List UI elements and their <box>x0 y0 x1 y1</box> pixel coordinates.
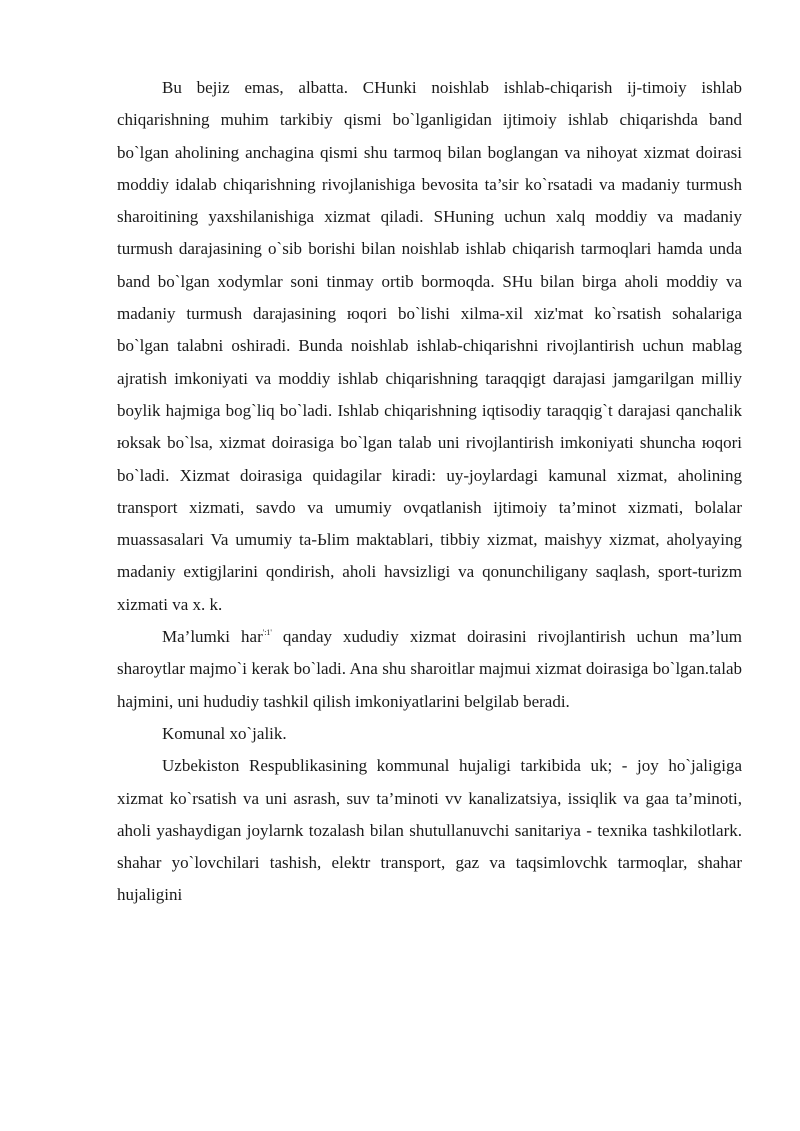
paragraph-service-sector-intro: Bu bejiz emas, albatta. CHunki noishlab ishlab-chiqarish ij-timoiy ishlab chiqarishning muhim tarkibiy qismi bo`lganligidan ijtimoiy ishlab chiqarishda band bo`lgan aholining anchagina qismi shu tarmoq bilan boglangan va nihoyat xizmat doirasi moddiy idalab chiqarishning rivojlanishiga bevosita ta’sir ko`rsatadi va madaniy turmush sharoitining yaxshilanishiga xizmat qiladi. SHuning uchun xalq moddiy va madaniy turmush darajasining o`sib borishi bilan noishlab ishlab chiqarish tarmoqlari hamda unda band bo`lgan xodymlar soni tinmay ortib bormoqda. SHu bilan birga aholi moddiy va madaniy turmush darajasining юqori bo`lishi xilma-xil xiz'mat ko`rsatish sohalariga bo`lgan talabni oshiradi. Bunda noishlab ishlab-chiqarishni rivojlantirish uchun mablag ajratish imkoniyati va moddiy ishlab chiqarishning taraqqigt darajasi jamgarilgan milliy boylik hajmiga bog`liq bo`ladi. Ishlab chiqarishning iqtisodiy taraqqig`t darajasi qanchalik юksak bo`lsa, xizmat doirasiga bo`lgan talab uni rivojlantirish imkoniyati shuncha юqori bo`ladi. Xizmat doirasiga quidagilar kiradi: uy-joylardagi kamunal xizmat, aholining transport xizmati, savdo va umumiy ovqatlanish ijtimoiy ta’minot xizmati, bolalar muassasalari Va umumiy ta-Ьlim maktablari, tibbiy xizmat, maishyy xizmat, aholyaying madaniy extigjlarini qondirish, aholi havsizligi va qonunchiligany saqlash, sport-turizm xizmati va x. k. <box>117 78 742 614</box>
footnote-reference: ':1' <box>262 628 272 638</box>
paragraph-communal-structure: Uzbekiston Respublikasining kommunal hujaligi tarkibida uk; - joy ho`jaligiga xizmat ko`rsatish va uni asrash, suv ta’minoti vv kanalizatsiya, issiqlik va gaa ta’minoti, aholi yashaydigan joylarnk tozalash bilan shutullanuvchi sanitariya - texnika tashkilotlark. shahar yo`lovchilari tashish, elektr transport, gaz va taqsimlovchk tarmoqlar, shahar hujaligini <box>117 756 742 905</box>
paragraph-conditions <box>117 621 742 718</box>
paragraph-conditions-start: Ma’lumki har <box>162 627 263 647</box>
section-heading-communal: Komunal xo`jalik. <box>162 723 287 743</box>
document-page <box>117 72 742 912</box>
paragraph-conditions-rest: qanday xududiy xizmat doirasini rivojlantirish uchun ma’lum sharoytlar majmo`i kerak bo`ladi. Ana shu sharoitlar majmui xizmat doirasiga bo`lgan.talab hajmini, uni hududiy tashkil qilish imkoniyatlarini belgilab beradi. <box>117 627 742 711</box>
